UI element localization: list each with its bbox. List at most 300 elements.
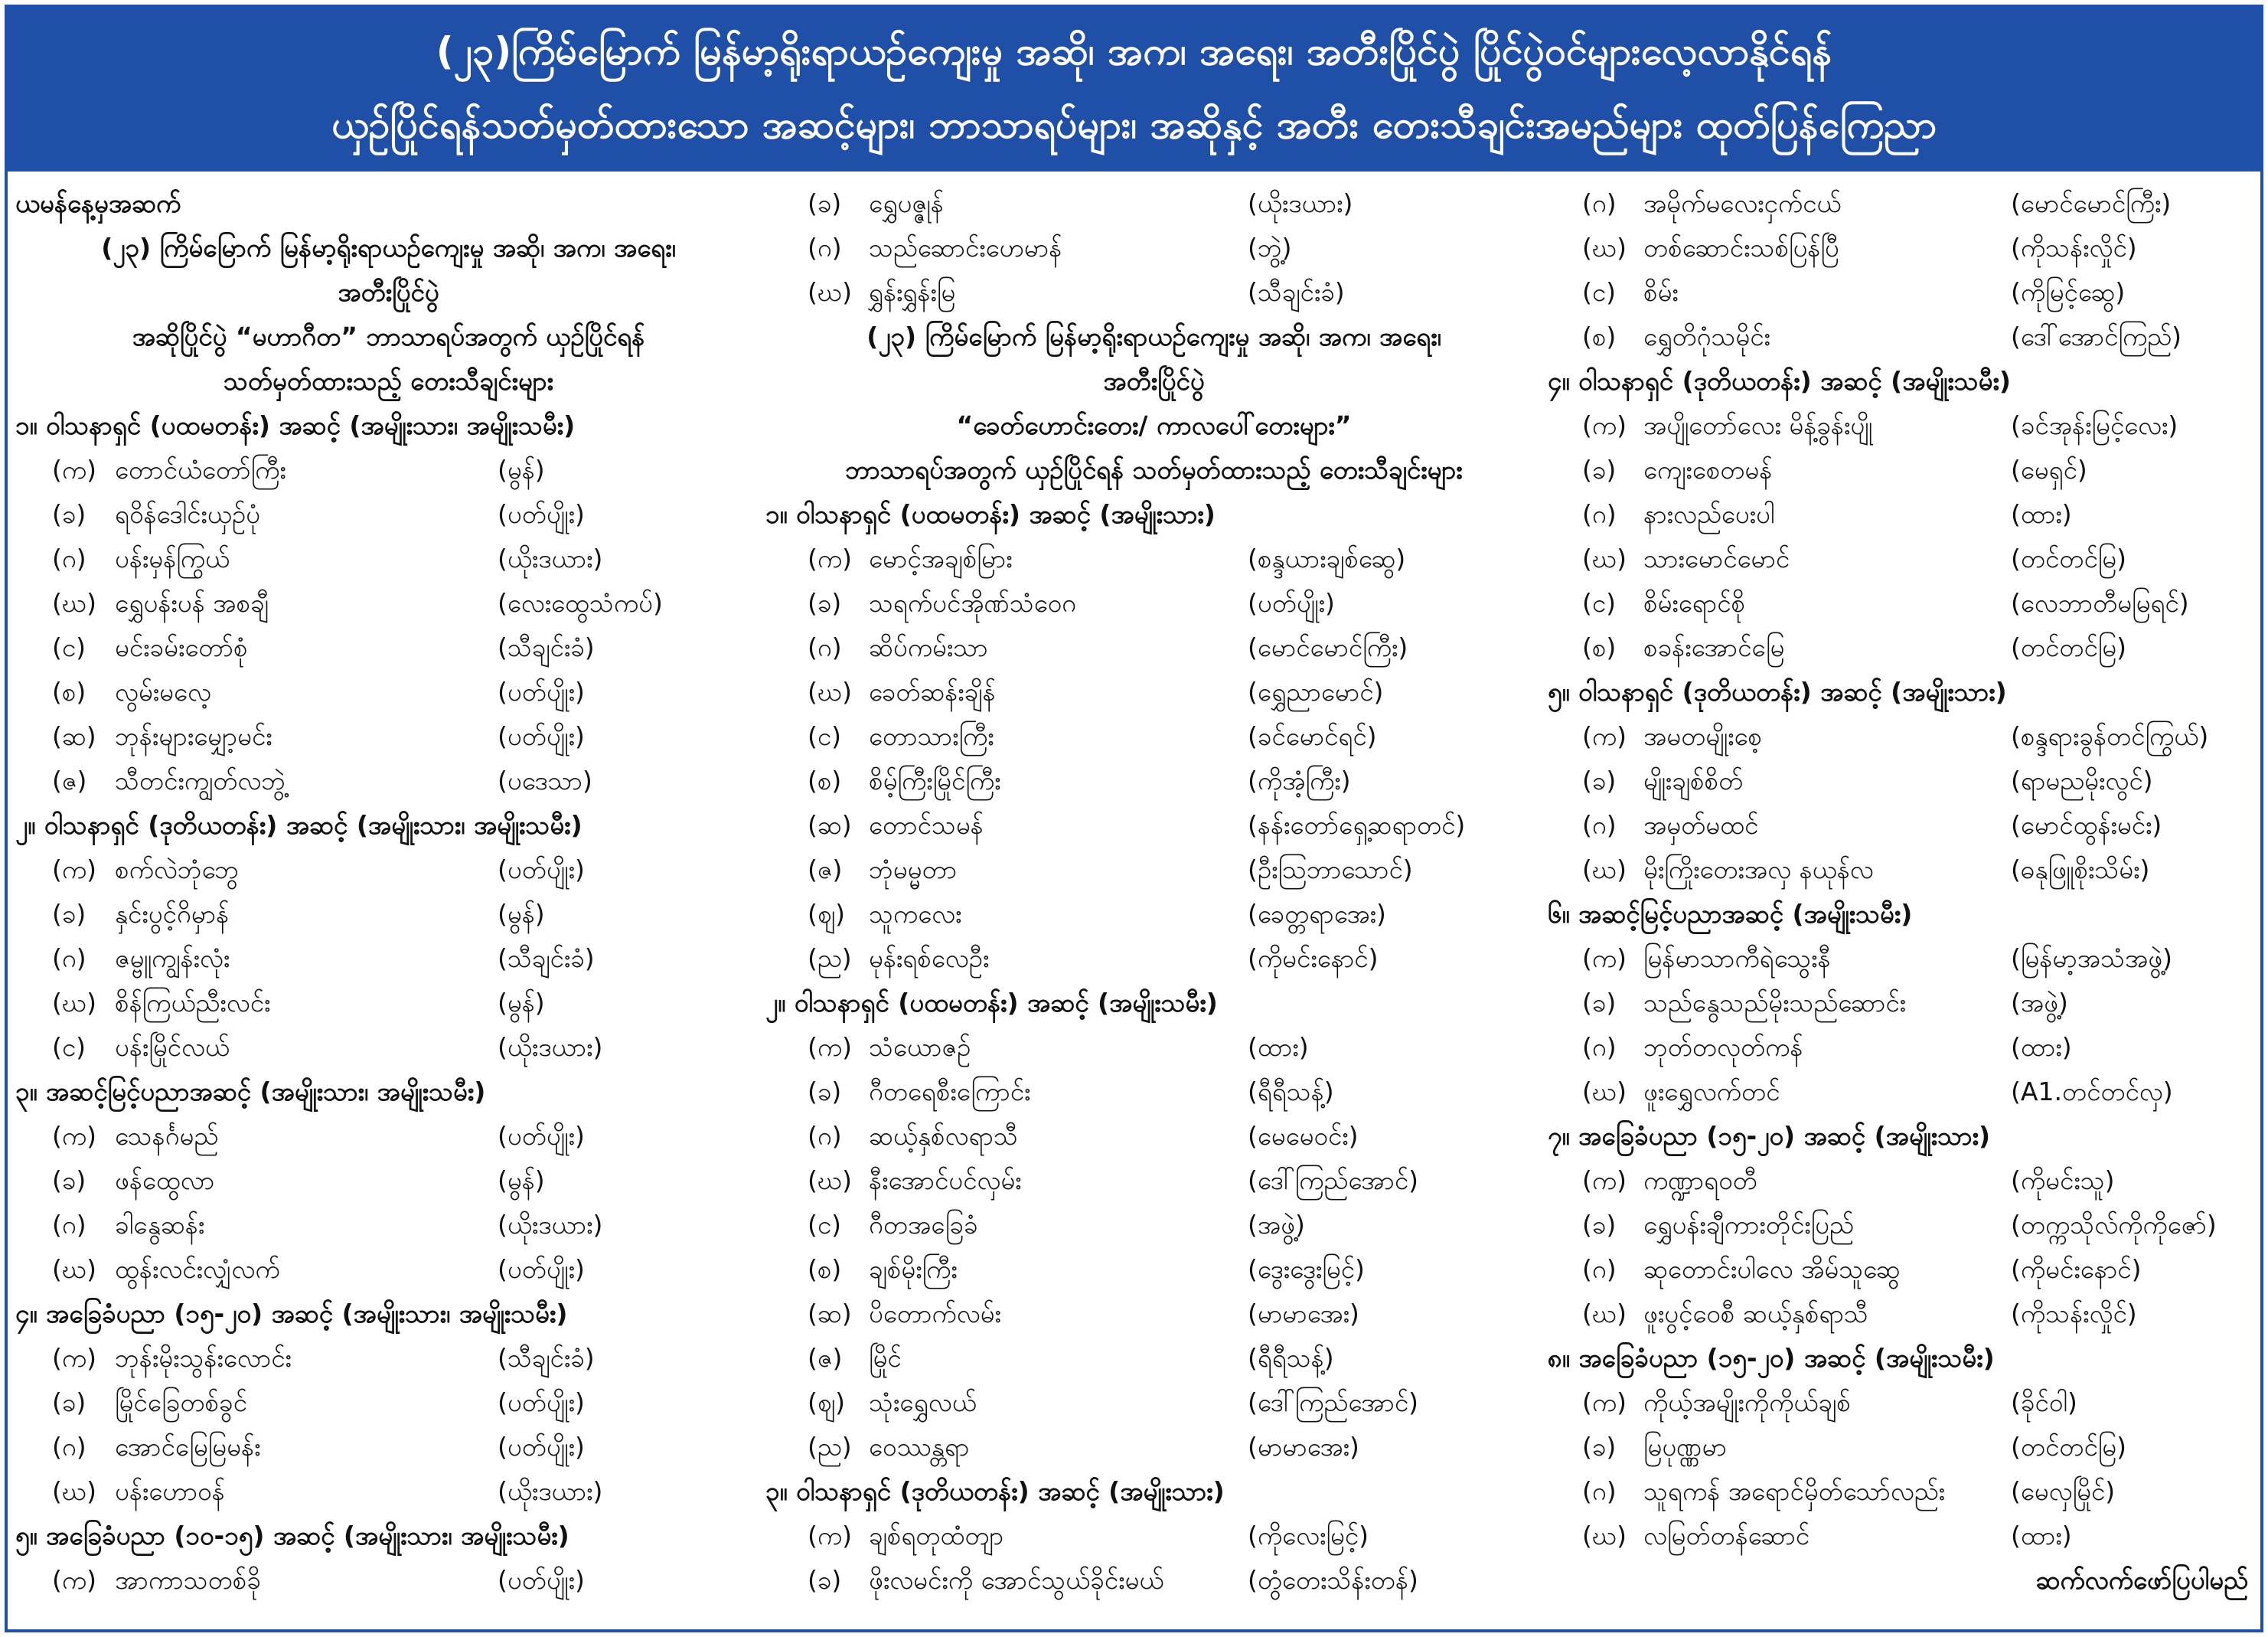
list-item xyxy=(765,715,1542,758)
list-item xyxy=(765,1559,1542,1602)
song-title: ရွှေပန်းပန် အစချီ xyxy=(115,588,269,618)
list-item xyxy=(1548,626,2256,669)
list-item xyxy=(1548,1470,2256,1513)
list-item xyxy=(765,227,1542,270)
item-marker: (ခ) xyxy=(52,1387,86,1417)
section-heading: ၂။ ဝါသနာရှင် (ဒုတိယတန်း) အဆင့် (အမျိုးသား၊ အမျိုးသမီး) xyxy=(15,810,583,840)
song-credit: (မေလှမြိုင်) xyxy=(2011,1476,2116,1506)
song-title: အမှတ်မထင် xyxy=(1643,810,1759,840)
item-marker: (ဃ) xyxy=(52,988,96,1018)
item-marker: (ဂ) xyxy=(808,233,842,263)
column-3 xyxy=(1548,182,2256,1622)
item-marker: (က) xyxy=(1582,721,1627,751)
list-item xyxy=(15,1337,762,1380)
list-item xyxy=(765,537,1542,580)
header-line-2: ယှဉ်ပြိုင်ရန်သတ်မှတ်ထားသော အဆင့်များ၊ ဘာသာရပ်များ၊ အဆိုနှင့် အတီး တေးသီချင်းအမည်များ ထုတ်ပြန်ကြေညာ xyxy=(331,103,1937,147)
list-item xyxy=(15,582,762,625)
song-credit: (ယိုးဒယား) xyxy=(498,1210,603,1240)
song-credit: (ထား) xyxy=(2011,1032,2072,1062)
song-credit: (ရီရီသန့်) xyxy=(1248,1343,1334,1373)
item-marker: (ဃ) xyxy=(808,1165,852,1195)
item-marker: (ည) xyxy=(808,1432,852,1462)
song-title: ဖိုးလမင်းကို အောင်သွယ်ခိုင်းမယ် xyxy=(869,1565,1164,1595)
list-item xyxy=(1548,271,2256,314)
list-item xyxy=(15,848,762,891)
song-title: ဘုန်းမိုးသွန်းလောင်း xyxy=(115,1343,292,1373)
item-marker: (ဃ) xyxy=(52,588,96,618)
list-item xyxy=(1548,848,2256,891)
item-marker: (ခ) xyxy=(1582,455,1617,485)
song-title: သည်နွေသည်မိုးသည်ဆောင်း xyxy=(1643,988,1907,1018)
list-item xyxy=(1548,227,2256,270)
list-item xyxy=(765,1115,1542,1158)
song-title: ပန်းမြိုင်လယ် xyxy=(115,1032,230,1062)
song-title: ရွှန်းရွှန်းမြ xyxy=(869,277,956,307)
song-title: အောင်မြေမြမန်း xyxy=(115,1432,261,1462)
list-item xyxy=(765,1248,1542,1291)
song-credit: (အဖွဲ့) xyxy=(1248,1210,1305,1240)
item-marker: (ဆ) xyxy=(808,810,852,840)
song-title: ဘုတ်တလုတ်ကန် xyxy=(1643,1032,1803,1062)
song-credit: (မောင်မောင်ကြီး) xyxy=(2011,188,2172,218)
item-marker: (ည) xyxy=(808,943,852,973)
song-credit: (လေဘာတီမမြရင်) xyxy=(2011,588,2189,618)
item-marker: (ဃ) xyxy=(52,1254,96,1284)
continued-from-label: ယမန်နေ့မှအဆက် xyxy=(15,188,181,218)
song-credit: (ယိုးဒယား) xyxy=(498,544,603,573)
song-credit: (A1.တင်တင်လှ) xyxy=(2011,1077,2173,1106)
item-marker: (ဃ) xyxy=(808,677,852,707)
song-title: ပန်းဟောဝန် xyxy=(115,1476,225,1506)
song-title: ကိုယ့်အမျိုးကိုကိုယ်ချစ် xyxy=(1643,1387,1851,1417)
section-heading: ၄။ ဝါသနာရှင် (ဒုတိယတန်း) အဆင့် (အမျိုးသမီး) xyxy=(1548,366,2011,396)
song-title: ဘုံမမ္မတာ xyxy=(869,854,958,884)
list-item xyxy=(1548,582,2256,625)
list-item xyxy=(765,271,1542,314)
list-item xyxy=(1548,804,2256,847)
song-title: ပန်းမှန်ကြွယ် xyxy=(115,544,230,573)
song-title: ဝေဿန္တရာ xyxy=(869,1432,970,1462)
song-title: ဂီတရေစီးကြောင်း xyxy=(869,1077,1031,1106)
item-marker: (ဃ) xyxy=(808,277,852,307)
song-credit: (ထား) xyxy=(1248,1032,1309,1062)
item-marker: (ဃ) xyxy=(1582,854,1627,884)
item-marker: (က) xyxy=(52,455,97,485)
list-item xyxy=(1548,760,2256,802)
item-marker: (င) xyxy=(52,632,86,662)
song-credit: (မွန်) xyxy=(498,1165,545,1195)
song-credit: (မောင်မောင်ကြီး) xyxy=(1248,632,1408,662)
subheading-line: (၂၃) ကြိမ်မြောက် မြန်မာ့ရိုးရာယဉ်ကျေးမှု အဆို၊ အက၊ အရေး၊ xyxy=(866,322,1441,351)
song-credit: (ပတ်ပျိုး) xyxy=(498,1432,585,1462)
column-2 xyxy=(765,182,1542,1622)
song-title: မျိုးချစ်စိတ် xyxy=(1643,766,1744,796)
section-heading: ၁။ ဝါသနာရှင် (ပထမတန်း) အဆင့် (အမျိုးသား၊ အမျိုးသမီး) xyxy=(15,410,576,440)
item-marker: (စ) xyxy=(1582,322,1617,351)
section-heading: ၅။ အခြေခံပညာ (၁၀-၁၅) အဆင့် (အမျိုးသား၊ အမျိုးသမီး) xyxy=(15,1521,569,1550)
song-title: ထွန်းလင်းလျှံလက် xyxy=(115,1254,280,1284)
list-item xyxy=(15,1470,762,1513)
song-credit: (မာမာအေး) xyxy=(1248,1299,1359,1328)
song-credit: (ယိုးဒယား) xyxy=(1248,188,1353,218)
item-marker: (ဂ) xyxy=(1582,188,1617,218)
list-item xyxy=(15,1559,762,1602)
item-marker: (စ) xyxy=(808,1254,842,1284)
song-credit: (ပတ်ပျိုး) xyxy=(498,854,585,884)
item-marker: (က) xyxy=(1582,943,1627,973)
song-credit: (မွန်) xyxy=(498,988,545,1018)
subheading-line: အဆိုပြိုင်ပွဲ “မဟာဂီတ” ဘာသာရပ်အတွက် ယှဉ်ပြိုင်ရန် xyxy=(132,322,645,351)
song-title: မြိုင် xyxy=(869,1343,902,1373)
list-item xyxy=(765,1292,1542,1335)
list-item xyxy=(1548,404,2256,447)
list-item xyxy=(765,671,1542,714)
list-item xyxy=(15,1381,762,1424)
song-title: အမတမျိုးစေ့ xyxy=(1643,721,1762,751)
item-marker: (ဃ) xyxy=(1582,1521,1627,1550)
song-title: စခန်းအောင်မြေ xyxy=(1643,632,1785,662)
item-marker: (က) xyxy=(1582,1387,1627,1417)
list-item xyxy=(765,1426,1542,1469)
song-title: ဖူးပွင့်ဝေစီ ဆယ့်နှစ်ရာသီ xyxy=(1643,1299,1868,1328)
song-credit: (ခင်မောင်ရင်) xyxy=(1248,721,1377,751)
item-marker: (ဂ) xyxy=(1582,810,1617,840)
song-title: အပျိုတော်လေး မိန့်ခွန်းပျို xyxy=(1643,410,1873,440)
song-credit: (သီချင်းခံ) xyxy=(498,632,595,662)
song-title: တောင်သမန် xyxy=(869,810,984,840)
song-credit: (ယိုးဒယား) xyxy=(498,1032,603,1062)
list-item xyxy=(15,1248,762,1291)
item-marker: (က) xyxy=(52,1565,97,1595)
song-title: စိမ့်ကြီးမြိုင်ကြီး xyxy=(869,766,1001,796)
item-marker: (က) xyxy=(52,1121,97,1151)
item-marker: (က) xyxy=(808,1521,853,1550)
song-credit: (ဒွေးဒွေးမြင့်) xyxy=(1248,1254,1365,1284)
song-credit: (ခေတ္တရာအေး) xyxy=(1248,899,1386,929)
song-title: သူရကန် အရောင်မှိတ်သော်လည်း xyxy=(1643,1476,1946,1506)
column-1 xyxy=(15,182,762,1622)
item-marker: (ဃ) xyxy=(1582,544,1627,573)
song-credit: (ထား) xyxy=(2011,1521,2072,1550)
song-credit: (တက္ကသိုလ်ကိုကိုဇော်) xyxy=(2011,1210,2217,1240)
list-item xyxy=(1548,937,2256,980)
list-item xyxy=(1548,1514,2256,1557)
song-title: မြပုဏ္ဏမာ xyxy=(1643,1432,1727,1462)
song-title: ဆုတောင်းပါလေ အိမ်သူဆွေ xyxy=(1643,1254,1901,1284)
song-credit: (ယိုးဒယား) xyxy=(498,1476,603,1506)
song-credit: (ပတ်ပျိုး) xyxy=(1248,588,1335,618)
song-title: လွမ်းမလေ့ xyxy=(115,677,211,707)
song-credit: (ကိုသန်းလှိုင်) xyxy=(2011,1299,2137,1328)
song-credit: (သီချင်းခံ) xyxy=(498,943,595,973)
song-credit: (ဘွဲ့) xyxy=(1248,233,1292,263)
list-item xyxy=(1548,715,2256,758)
song-credit: (တင်တင်မြ) xyxy=(2011,1432,2127,1462)
section-heading: ၈။ အခြေခံပညာ (၁၅-၂၀) အဆင့် (အမျိုးသမီး) xyxy=(1548,1343,1995,1373)
song-title: ရွှေတိဂုံသမိုင်း xyxy=(1643,322,1770,351)
song-title: နားလည်ပေးပါ xyxy=(1643,499,1775,529)
song-title: စက်လဲဘုံဘွေ xyxy=(115,854,239,884)
item-marker: (ဂ) xyxy=(1582,1476,1617,1506)
song-credit: (လေးထွေသံကပ်) xyxy=(498,588,663,618)
list-item xyxy=(1548,1159,2256,1202)
song-title: ဖူးရွှေလက်တင် xyxy=(1643,1077,1780,1106)
item-marker: (ဂ) xyxy=(52,1210,86,1240)
list-item xyxy=(765,1070,1542,1113)
item-marker: (ခ) xyxy=(808,1077,842,1106)
list-item xyxy=(765,804,1542,847)
song-title: စိမ်း xyxy=(1643,277,1679,307)
song-credit: (ပတ်ပျိုး) xyxy=(498,499,585,529)
item-marker: (ခ) xyxy=(52,1165,86,1195)
song-title: သုံးရွှေလယ် xyxy=(869,1387,977,1417)
list-item xyxy=(1548,982,2256,1024)
list-item xyxy=(15,1115,762,1158)
song-title: ဂီတအခြေခံ xyxy=(869,1210,978,1240)
list-item xyxy=(1548,1070,2256,1113)
subheading-line: (၂၃) ကြိမ်မြောက် မြန်မာ့ရိုးရာယဉ်ကျေးမှု အဆို၊ အက၊ အရေး၊ xyxy=(101,233,676,263)
list-item xyxy=(1548,1026,2256,1069)
song-credit: (ဒေါ်ကြည်အောင်) xyxy=(1248,1387,1419,1417)
notice-header xyxy=(5,5,2263,172)
item-marker: (က) xyxy=(1582,1165,1627,1195)
section-heading: ၆။ အဆင့်မြင့်ပညာအဆင့် (အမျိုးသမီး) xyxy=(1548,899,1913,929)
item-marker: (င) xyxy=(808,721,842,751)
song-credit: (ဓနုဖြူစိုးသိမ်း) xyxy=(2011,854,2150,884)
section-heading: ၃။ ဝါသနာရှင် (ဒုတိယတန်း) အဆင့် (အမျိုးသား) xyxy=(765,1476,1225,1506)
song-credit: (မောင်ထွန်းမင်း) xyxy=(2011,810,2162,840)
song-title: မောင့်အချစ်မြား xyxy=(869,544,1013,573)
song-title: မြန်မာသာကီရဲသွေးနီ xyxy=(1643,943,1831,973)
item-marker: (ခ) xyxy=(52,499,86,529)
header-line-1: (၂၃)ကြိမ်မြောက် မြန်မာ့ရိုးရာယဉ်ကျေးမှု အဆို၊ အက၊ အရေး၊ အတီးပြိုင်ပွဲ ပြိုင်ပွဲဝင်များလေ့လာနိုင်ရန် xyxy=(436,29,1832,74)
song-credit: (မေရှင်) xyxy=(2011,455,2087,485)
song-credit: (ကိုမြင့်ဆွေ) xyxy=(2011,277,2126,307)
list-item xyxy=(1548,449,2256,492)
item-marker: (ဂ) xyxy=(1582,499,1617,529)
list-item xyxy=(765,893,1542,936)
song-title: တစ်ဆောင်းသစ်ပြန်ပြီ xyxy=(1643,233,1839,263)
song-credit: (ဒေါ်ကြည်အောင်) xyxy=(1248,1165,1419,1195)
list-item xyxy=(1548,182,2256,225)
item-marker: (ဃ) xyxy=(52,1476,96,1506)
song-credit: (ပဒေသာ) xyxy=(498,766,592,796)
song-credit: (ဦးသြဘာသောင်) xyxy=(1248,854,1413,884)
song-title: သေနင်္ဂမည် xyxy=(115,1121,219,1151)
song-credit: (မြန်မာ့အသံအဖွဲ့) xyxy=(2011,943,2172,973)
list-item xyxy=(15,671,762,714)
song-title: ဘုန်းများမျှော့မင်း xyxy=(115,721,272,751)
song-title: ကဏ္ဍာရဝတီ xyxy=(1643,1165,1757,1195)
song-title: ကျေးစေတမန် xyxy=(1643,455,1773,485)
list-item xyxy=(1548,493,2256,536)
list-item xyxy=(1548,315,2256,358)
song-credit: (ရွှေညာမောင်) xyxy=(1248,677,1384,707)
song-credit: (ပတ်ပျိုး) xyxy=(498,1565,585,1595)
song-title: သရက်ပင်အိုဏ်သံဝေဂ xyxy=(869,588,1077,618)
list-item xyxy=(765,582,1542,625)
item-marker: (စ) xyxy=(1582,632,1617,662)
song-title: နှင်းပွင့်ဂိမှာန် xyxy=(115,899,230,929)
item-marker: (ဃ) xyxy=(1582,233,1627,263)
song-title: သည်ဆောင်းဟေမာန် xyxy=(869,233,1062,263)
list-item xyxy=(15,1204,762,1247)
list-item xyxy=(765,1204,1542,1247)
song-credit: (ရာမညမိုးလွင်) xyxy=(2011,766,2153,796)
item-marker: (ခ) xyxy=(808,188,842,218)
list-item xyxy=(765,1026,1542,1069)
song-title: တောသားကြီး xyxy=(869,721,994,751)
song-title: ရဝိန်ဒေါင်းယှဉ်ပုံ xyxy=(115,499,260,529)
list-item xyxy=(15,715,762,758)
continued-next-label: ဆက်လက်ဖော်ပြပါမည် xyxy=(2035,1565,2248,1595)
list-item xyxy=(15,449,762,492)
list-item xyxy=(15,982,762,1024)
song-credit: (အဖွဲ့) xyxy=(2011,988,2068,1018)
song-credit: (သီချင်းခံ) xyxy=(498,1343,595,1373)
item-marker: (ခ) xyxy=(52,899,86,929)
song-title: စိမ်းရောင်စို xyxy=(1643,588,1746,618)
item-marker: (က) xyxy=(52,854,97,884)
list-item xyxy=(1548,1292,2256,1335)
song-title: ဆယ့်နှစ်လရာသီ xyxy=(869,1121,1018,1151)
list-item xyxy=(1548,1381,2256,1424)
item-marker: (စ) xyxy=(52,677,86,707)
song-credit: (ပတ်ပျိုး) xyxy=(498,1254,585,1284)
item-marker: (ဈ) xyxy=(808,899,845,929)
item-marker: (ခ) xyxy=(1582,988,1617,1018)
item-marker: (စ) xyxy=(808,766,842,796)
section-heading: ၃။ အဆင့်မြင့်ပညာအဆင့် (အမျိုးသား၊ အမျိုးသမီး) xyxy=(15,1077,486,1106)
song-credit: (တွံတေးသိန်းတန်) xyxy=(1248,1565,1418,1595)
song-title: မိုးကြိုးတေးအလှ နယုန်လ xyxy=(1643,854,1874,884)
list-item xyxy=(15,537,762,580)
item-marker: (ဂ) xyxy=(808,632,842,662)
subheading-line: သတ်မှတ်ထားသည့် တေးသီချင်းများ xyxy=(224,366,553,396)
song-title: သံယောဇဉ် xyxy=(869,1032,971,1062)
song-credit: (စန္ဒရားခွန်တင်ကြွယ်) xyxy=(2011,721,2209,751)
list-item xyxy=(765,626,1542,669)
item-marker: (ဂ) xyxy=(52,544,86,573)
list-item xyxy=(15,1426,762,1469)
song-credit: (ပတ်ပျိုး) xyxy=(498,677,585,707)
song-title: မုန်းရစ်လေဦး xyxy=(869,943,990,973)
list-item xyxy=(15,893,762,936)
song-credit: (ကိုအံ့ကြီး) xyxy=(1248,766,1351,796)
song-credit: (မာမာအေး) xyxy=(1248,1432,1359,1462)
song-credit: (ခိုင်ဝါ) xyxy=(2011,1387,2077,1417)
song-title: အာကာသတစ်ခို xyxy=(115,1565,261,1595)
item-marker: (ခ) xyxy=(1582,1432,1617,1462)
song-title: သူကလေး xyxy=(869,899,962,929)
song-title: ဖန်ထွေလာ xyxy=(115,1165,215,1195)
song-credit: (ပတ်ပျိုး) xyxy=(498,1121,585,1151)
song-credit: (မွန်) xyxy=(498,899,545,929)
item-marker: (ဈ) xyxy=(808,1387,845,1417)
song-title: လမြတ်တန်ဆောင် xyxy=(1643,1521,1810,1550)
item-marker: (ခ) xyxy=(1582,1210,1617,1240)
song-credit: (ကိုသန်းလှိုင်) xyxy=(2011,233,2137,263)
song-title: ခေတ်ဆန်းချိန် xyxy=(869,677,996,707)
section-heading: ၅။ ဝါသနာရှင် (ဒုတိယတန်း) အဆင့် (အမျိုးသား) xyxy=(1548,677,2007,707)
item-marker: (င) xyxy=(1582,277,1617,307)
list-item xyxy=(765,1514,1542,1557)
song-credit: (ခင်အုန်းမြင့်လေး) xyxy=(2011,410,2178,440)
section-heading: ၁။ ဝါသနာရှင် (ပထမတန်း) အဆင့် (အမျိုးသား) xyxy=(765,499,1216,529)
list-item xyxy=(765,760,1542,802)
list-item xyxy=(765,182,1542,225)
item-marker: (ဂ) xyxy=(52,943,86,973)
song-title: ရွှေပဇ္ဇုန် xyxy=(869,188,944,218)
song-credit: (တင်တင်မြ) xyxy=(2011,544,2127,573)
list-item xyxy=(15,626,762,669)
item-marker: (ဇ) xyxy=(808,1343,843,1373)
item-marker: (က) xyxy=(52,1343,97,1373)
song-title: ခါနွေဆန်း xyxy=(115,1210,205,1240)
subheading-line: အတီးပြိုင်ပွဲ xyxy=(1103,366,1205,396)
song-title: မင်းခမ်းတော်စုံ xyxy=(115,632,248,662)
list-item xyxy=(1548,1204,2256,1247)
list-item xyxy=(765,1159,1542,1202)
song-title: ပိတောက်လမ်း xyxy=(869,1299,1001,1328)
song-title: နီးအောင်ပင်လှမ်း xyxy=(869,1165,1022,1195)
song-title: သီတင်းကျွတ်လဘွဲ့ xyxy=(115,766,286,796)
song-credit: (သီချင်းခံ) xyxy=(1248,277,1345,307)
item-marker: (ဆ) xyxy=(52,721,96,751)
song-credit: (မွန်) xyxy=(498,455,545,485)
list-item xyxy=(765,1381,1542,1424)
list-item xyxy=(1548,1426,2256,1469)
song-title: တောင်ယံတော်ကြီး xyxy=(115,455,286,485)
subheading-line: “ခေတ်ဟောင်းတေး/ ကာလပေါ်တေးများ” xyxy=(956,410,1352,440)
song-title: ချစ်မိုးကြီး xyxy=(869,1254,958,1284)
subheading-line: အတီးပြိုင်ပွဲ xyxy=(338,277,439,307)
song-credit: (ကိုမင်းနောင်) xyxy=(2011,1254,2142,1284)
song-credit: (နန်းတော်ရှေ့ဆရာတင်) xyxy=(1248,810,1466,840)
section-heading: ၇။ အခြေခံပညာ (၁၅-၂၀) အဆင့် (အမျိုးသား) xyxy=(1548,1121,1991,1151)
item-marker: (ဂ) xyxy=(1582,1032,1617,1062)
item-marker: (ဆ) xyxy=(808,1299,852,1328)
song-credit: (တင်တင်မြ) xyxy=(2011,632,2127,662)
list-item xyxy=(15,760,762,802)
item-marker: (င) xyxy=(1582,588,1617,618)
song-title: ဇမ္ဗူကျွန်းလုံး xyxy=(115,943,230,973)
list-item xyxy=(765,937,1542,980)
item-marker: (က) xyxy=(808,1032,853,1062)
item-marker: (ဇ) xyxy=(52,766,87,796)
item-marker: (ခ) xyxy=(1582,766,1617,796)
song-credit: (ထား) xyxy=(2011,499,2072,529)
song-title: ဆိပ်ကမ်းသာ xyxy=(869,632,988,662)
section-heading: ၂။ ဝါသနာရှင် (ပထမတန်း) အဆင့် (အမျိုးသမီး) xyxy=(765,988,1218,1018)
list-item xyxy=(765,1337,1542,1380)
song-credit: (ကိုမင်းသူ) xyxy=(2011,1165,2115,1195)
song-credit: (မေမေဝင်း) xyxy=(1248,1121,1359,1151)
song-title: အမိုက်မလေးငှက်ငယ် xyxy=(1643,188,1842,218)
list-item xyxy=(15,1026,762,1069)
item-marker: (က) xyxy=(808,544,853,573)
list-item xyxy=(15,937,762,980)
item-marker: (ခ) xyxy=(808,588,842,618)
subheading-line: ဘာသာရပ်အတွက် ယှဉ်ပြိုင်ရန် သတ်မှတ်ထားသည့် တေးသီချင်းများ xyxy=(845,455,1463,485)
song-credit: (စန္ဒယားချစ်ဆွေ) xyxy=(1248,544,1406,573)
song-title: ရွှေပန်းချီကားတိုင်းပြည် xyxy=(1643,1210,1854,1240)
item-marker: (ဃ) xyxy=(1582,1077,1627,1106)
song-title: သားမောင်မောင် xyxy=(1643,544,1790,573)
item-marker: (ဃ) xyxy=(1582,1299,1627,1328)
song-title: စိန်ကြယ်ညီးလင်း xyxy=(115,988,271,1018)
song-title: ချစ်ရတုထံတျာ xyxy=(869,1521,1004,1550)
